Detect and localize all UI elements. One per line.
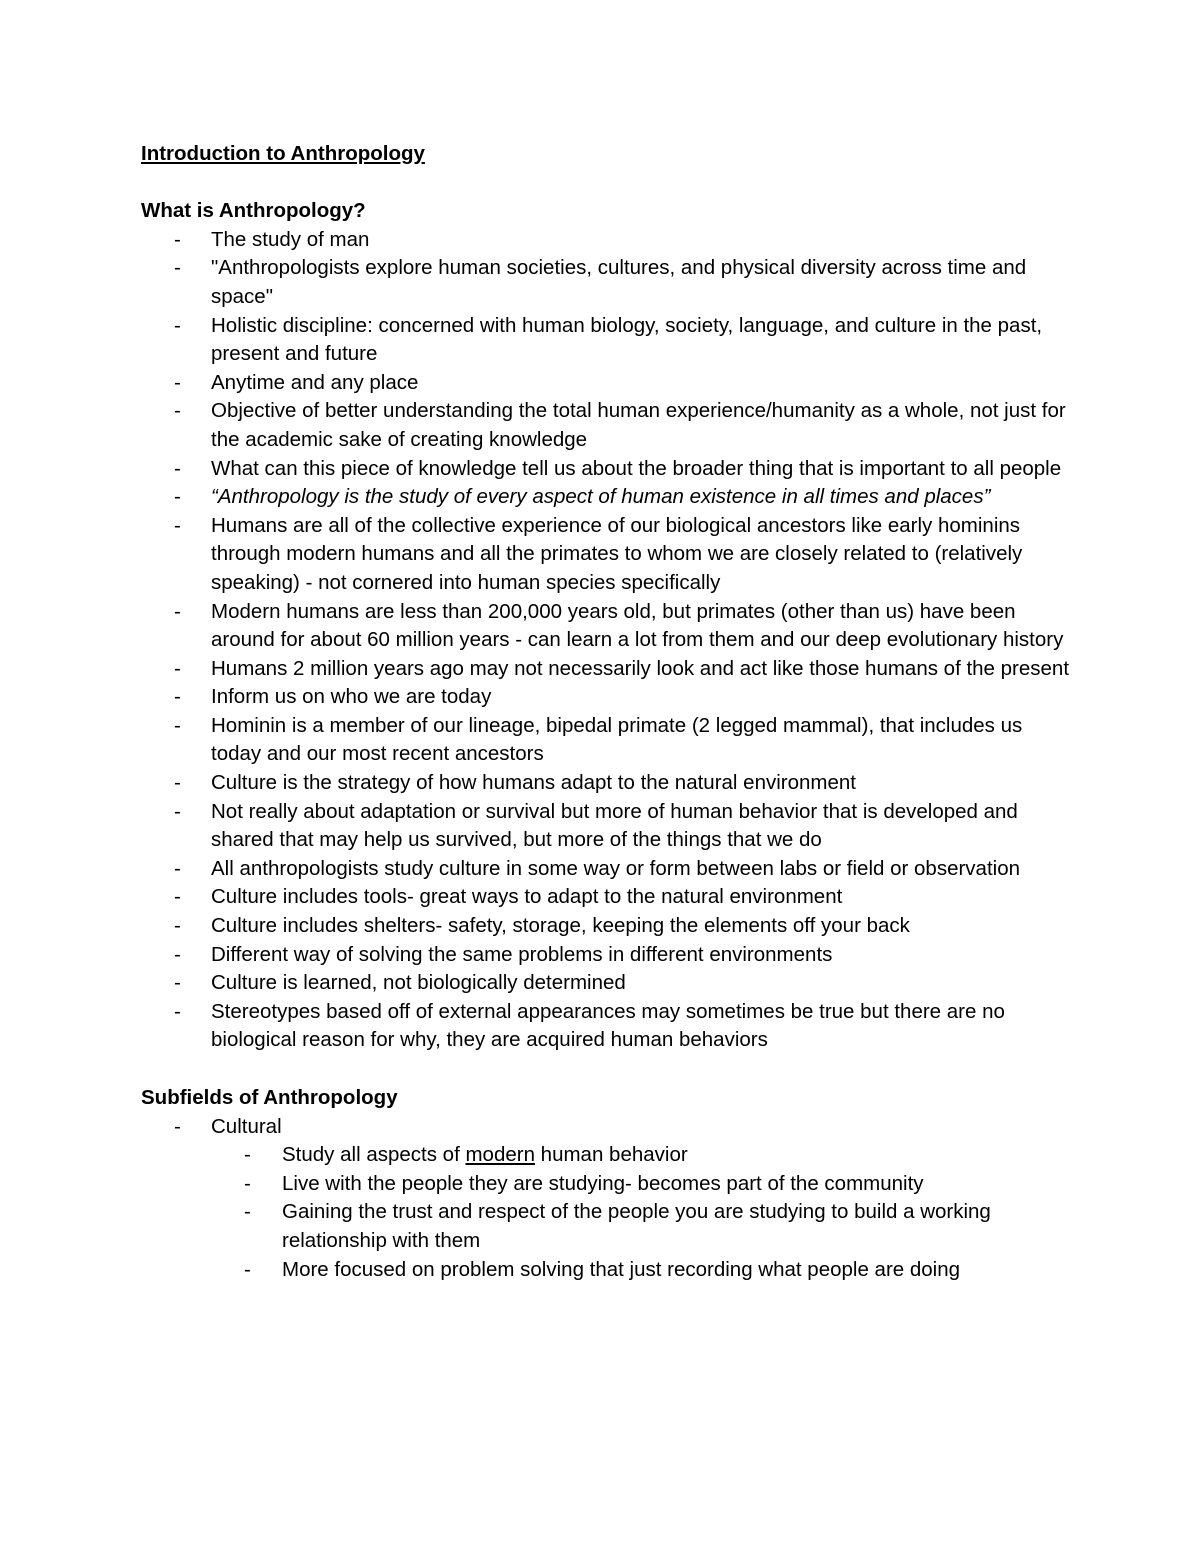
sub-item-text: Gaining the trust and respect of the people you are studying to build a working relationship with them	[282, 1200, 991, 1252]
list-item	[141, 598, 1071, 655]
bullet-list-what-is-anthropology	[141, 226, 1071, 1055]
list-item	[141, 369, 1071, 398]
list-item-text: Humans 2 million years ago may not necessarily look and act like those humans of the present	[211, 656, 1070, 680]
list-item-text: Anytime and any place	[211, 370, 419, 394]
list-item-text: Holistic discipline: concerned with human biology, society, language, and culture in the past, present and future	[211, 313, 1043, 366]
list-item	[141, 512, 1071, 598]
section-heading-what-is-anthropology: What is Anthropology?	[141, 199, 366, 223]
list-item	[141, 683, 1071, 712]
list-item-quote: “Anthropology is the study of every aspect of human existence in all times and places”	[211, 485, 991, 509]
dash-bullet: -	[174, 1114, 181, 1138]
list-item	[141, 312, 1071, 369]
section-heading-subfields: Subfields of Anthropology	[141, 1086, 398, 1109]
document-body	[141, 140, 1071, 1284]
dash-bullet: -	[174, 799, 181, 823]
dash-bullet: -	[174, 942, 181, 966]
list-item	[141, 455, 1071, 484]
dash-bullet: -	[244, 1171, 251, 1195]
dash-bullet: -	[174, 971, 181, 995]
dash-bullet: -	[174, 370, 181, 394]
dash-bullet: -	[174, 227, 181, 251]
list-item-text: Culture includes tools- great ways to adapt to the natural environment	[211, 885, 843, 909]
sub-list-item	[211, 1198, 1071, 1255]
list-item	[141, 397, 1071, 454]
list-item-text: Culture is the strategy of how humans adapt to the natural environment	[211, 771, 856, 795]
list-item-text: Stereotypes based off of external appearances may sometimes be true but there are no biological reason for why, they are acquired human behaviors	[211, 999, 1005, 1052]
list-item	[141, 798, 1071, 855]
dash-bullet: -	[174, 513, 181, 537]
dash-bullet: -	[244, 1257, 251, 1281]
list-item-text: Inform us on who we are today	[211, 685, 492, 709]
dash-bullet: -	[174, 656, 181, 680]
dash-bullet: -	[174, 599, 181, 623]
sub-item-text: More focused on problem solving that just recording what people are doing	[282, 1257, 961, 1281]
list-item-text: Objective of better understanding the total human experience/humanity as a whole, not just for the academic sake of creating knowledge	[211, 399, 1066, 451]
list-item-text: All anthropologists study culture in some way or form between labs or field or observation	[211, 856, 1021, 880]
list-item	[141, 998, 1071, 1055]
dash-bullet: -	[174, 485, 181, 509]
dash-bullet: -	[174, 456, 181, 480]
list-item	[141, 769, 1071, 798]
list-item	[141, 254, 1071, 311]
sub-list-item	[211, 1170, 1071, 1199]
spacer	[141, 169, 1071, 198]
list-item-text: Different way of solving the same problems in different environments	[211, 942, 833, 966]
list-item-text: The study of man	[211, 227, 370, 251]
sub-item-text: Live with the people they are studying- becomes part of the community	[282, 1171, 924, 1195]
sub-list-item	[211, 1141, 1071, 1170]
list-item-text: "Anthropologists explore human societies, cultures, and physical diversity across time and space"	[211, 256, 1027, 308]
dash-bullet: -	[244, 1200, 251, 1224]
list-item	[141, 483, 1071, 512]
bullet-list-subfields	[141, 1113, 1071, 1285]
dash-bullet: -	[174, 771, 181, 795]
list-item-text: Culture includes shelters- safety, storage, keeping the elements off your back	[211, 914, 910, 938]
dash-bullet: -	[174, 256, 181, 280]
list-item	[141, 855, 1071, 884]
dash-bullet: -	[174, 914, 181, 938]
list-item	[141, 941, 1071, 970]
dash-bullet: -	[174, 399, 181, 423]
list-item	[141, 912, 1071, 941]
dash-bullet: -	[174, 856, 181, 880]
spacer	[141, 1055, 1071, 1084]
list-item-text: Hominin is a member of our lineage, bipedal primate (2 legged mammal), that includes us today and our most recent ancestors	[211, 713, 1023, 766]
list-item	[141, 883, 1071, 912]
list-item	[141, 655, 1071, 684]
list-item-text: Modern humans are less than 200,000 years old, but primates (other than us) have been around for about 60 million years - can learn a lot from them and our deep evolutionary history	[211, 599, 1064, 652]
list-item-text: Not really about adaptation or survival but more of human behavior that is developed and shared that may help us survived, but more of the things that we do	[211, 799, 1018, 852]
list-item-text: Cultural	[211, 1114, 282, 1138]
list-item	[141, 712, 1071, 769]
dash-bullet: -	[174, 685, 181, 709]
sub-item-text: Study all aspects of	[282, 1143, 466, 1167]
list-item	[141, 969, 1071, 998]
list-item-text: Culture is learned, not biologically determined	[211, 971, 626, 995]
list-item-text: What can this piece of knowledge tell us about the broader thing that is important to all people	[211, 456, 1062, 480]
sub-list-item	[211, 1256, 1071, 1285]
document-title: Introduction to Anthropology	[141, 142, 425, 165]
list-item-cultural	[141, 1113, 1071, 1285]
underlined-word: modern	[465, 1143, 535, 1167]
dash-bullet: -	[244, 1143, 251, 1167]
sub-item-text: human behavior	[534, 1143, 688, 1167]
dash-bullet: -	[174, 885, 181, 909]
sub-list-cultural	[141, 1141, 1071, 1284]
dash-bullet: -	[174, 999, 181, 1023]
list-item-text: Humans are all of the collective experience of our biological ancestors like early hominins through modern humans and all the primates to whom we are closely related to (relatively speaking) - not cornered into human species specifically	[211, 513, 1023, 594]
list-item	[141, 226, 1071, 255]
dash-bullet: -	[174, 713, 181, 737]
dash-bullet: -	[174, 313, 181, 337]
